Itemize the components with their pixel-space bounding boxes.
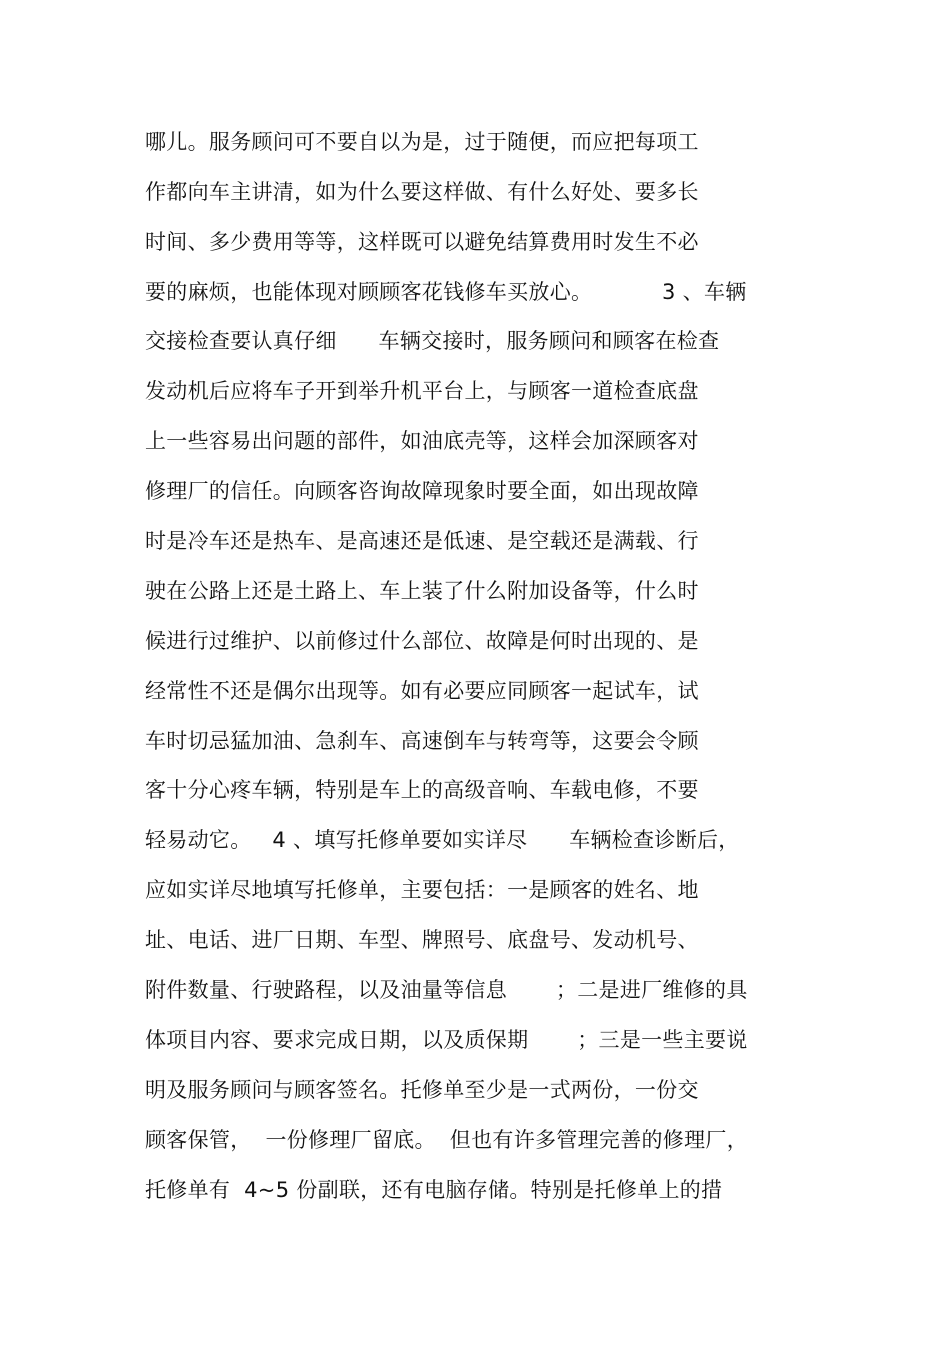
text-line: 托修单有 4~5 份副联，还有电脑存储。特别是托修单上的措 [145, 1178, 723, 1202]
text-line: 发动机后应将车子开到举升机平台上，与顾客一道检查底盘 [145, 379, 699, 403]
text-line: 址、电话、进厂日期、车型、牌照号、底盘号、发动机号、 [145, 928, 699, 952]
text-line: 客十分心疼车辆，特别是车上的高级音响、车载电修，不要 [145, 778, 699, 802]
text-line: 车时切忌猛加油、急刹车、高速倒车与转弯等，这要会令顾 [145, 729, 699, 753]
text-line: 要的麻烦，也能体现对顾顾客花钱修车买放心。 3 、车辆 [145, 280, 747, 304]
text-line: 交接检查要认真仔细 车辆交接时，服务顾问和顾客在检查 [145, 329, 720, 353]
text-line: 经常性不还是偶尔出现等。如有必要应同顾客一起试车，试 [145, 679, 699, 703]
text-line: 哪儿。服务顾问可不要自以为是，过于随便，而应把每项工 [145, 130, 699, 154]
text-line: 应如实详尽地填写托修单，主要包括：一是顾客的姓名、地 [145, 878, 699, 902]
text-line: 附件数量、行驶路程，以及油量等信息 ；二是进厂维修的具 [145, 978, 748, 1002]
text-line: 驶在公路上还是土路上、车上装了什么附加设备等，什么时 [145, 579, 699, 603]
text-line: 时间、多少费用等等，这样既可以避免结算费用时发生不必 [145, 230, 699, 254]
text-line: 作都向车主讲清，如为什么要这样做、有什么好处、要多长 [145, 180, 699, 204]
text-line: 上一些容易出问题的部件，如油底壳等，这样会加深顾客对 [145, 429, 699, 453]
text-line: 明及服务顾问与顾客签名。托修单至少是一式两份，一份交 [145, 1078, 699, 1102]
text-line: 体项目内容、要求完成日期，以及质保期 ；三是一些主要说 [145, 1028, 748, 1052]
text-line: 时是冷车还是热车、是高速还是低速、是空载还是满载、行 [145, 529, 699, 553]
text-line: 顾客保管， 一份修理厂留底。 但也有许多管理完善的修理厂， [145, 1128, 748, 1152]
text-line: 轻易动它。 4 、填写托修单要如实详尽 车辆检查诊断后， [145, 828, 740, 852]
text-line: 修理厂的信任。向顾客咨询故障现象时要全面，如出现故障 [145, 479, 699, 503]
text-line: 候进行过维护、以前修过什么部位、故障是何时出现的、是 [145, 629, 699, 653]
